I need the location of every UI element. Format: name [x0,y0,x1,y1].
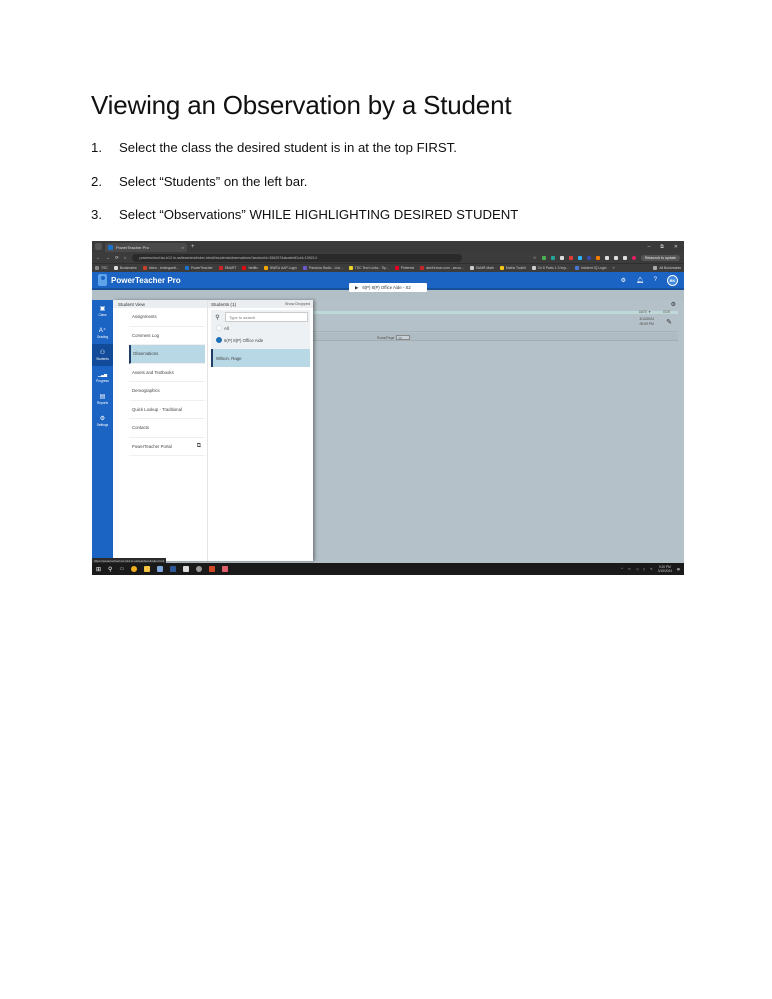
incidentiq-icon [575,266,579,270]
bookmark-icon [420,266,424,270]
powerteacher-icon [185,266,189,270]
folder-icon [500,266,504,270]
netflix-icon [242,266,246,270]
student-view-header: Student View [113,300,207,308]
observation-date: 3/13/2024 09:09 PM [639,317,654,326]
student-search-input[interactable] [225,312,308,322]
students-column [208,300,313,561]
network-icon[interactable]: ▭ [627,567,631,571]
radio-label: All [224,325,229,331]
step-text: Select “Students” on the left bar. [119,173,308,189]
bookmark-item[interactable]: TSC Tech Links - Tip... [349,266,389,270]
grading-icon: A⁺ [98,327,107,334]
forward-icon[interactable]: → [105,255,110,260]
powerpoint-icon[interactable] [209,566,215,572]
app-name: PowerTeacher Pro [111,275,181,285]
radio-unselected-icon [216,325,222,331]
all-bookmarks[interactable]: All Bookmarks [653,266,681,270]
status-bar-url: https://powerschool.tsc.k12.in.us/teachers/index.html [94,558,165,563]
nav-label: Progress [96,378,109,383]
date-column-header[interactable]: DATE ▼ [638,310,652,314]
search-row [213,312,308,322]
tsc-icon [349,266,353,270]
user-avatar[interactable]: BK [667,275,678,286]
extension-icon[interactable] [596,256,600,260]
extension-icon[interactable] [605,256,609,260]
bookmark-item[interactable]: SAMR Math [470,266,494,270]
progress-chart-icon: ▁▃▅ [97,371,108,377]
students-header [208,300,313,308]
students-count: Students (1) [211,301,237,307]
edit-column-header: EDIT [663,310,671,314]
nav-label: Grading [96,334,109,339]
powerteacher-logo-icon [98,274,107,286]
radio-label: 6(P) 8(P) Office Aide [224,337,264,343]
home-icon[interactable]: ⌂ [123,255,127,260]
menu-assignments[interactable]: Assignments [129,308,205,327]
chrome-icon[interactable] [131,566,137,572]
menu-observations[interactable]: Observations [129,345,205,364]
calculator-icon[interactable] [183,566,189,572]
settings-icon: ⚙ [99,415,106,422]
rows-per-page-select[interactable]: 10 [396,335,410,340]
extension-icon[interactable] [542,256,546,260]
reload-icon[interactable]: ⟳ [115,254,119,260]
tab-close-icon[interactable]: × [181,245,184,250]
minimize-button[interactable]: – [647,243,651,250]
menu-comment-log[interactable]: Comment Log [129,327,205,346]
menu-label: PowerTeacher Portal [132,443,172,449]
rows-per-page-label: Rows/Page [377,335,395,340]
step-text: Select “Observations” WHILE HIGHLIGHTING DESIRED STUDENT [119,207,519,222]
extensions-area [533,255,680,261]
system-tray [621,565,684,573]
app-body [92,300,684,563]
step-3 [91,207,691,241]
nav-label: Students [96,356,109,361]
student-list-item[interactable]: Wilson, Rage [211,349,310,367]
step-1 [91,140,691,174]
settings-gear-icon[interactable]: ⚙ [620,277,627,284]
menu-powerteacher-portal[interactable] [129,438,205,457]
gmail-icon [143,266,147,270]
help-icon[interactable]: ? [653,277,657,283]
restore-button[interactable]: ⧉ [660,243,664,250]
nav-grading[interactable] [92,322,113,344]
menu-contacts[interactable]: Contacts [129,419,205,438]
bookmark-icon [95,266,99,270]
show-dropped-link[interactable]: Show Dropped [284,302,310,306]
bookmark-icon [114,266,118,270]
windows-taskbar [92,563,684,575]
class-selector[interactable] [349,283,427,292]
extensions-puzzle-icon[interactable] [614,256,618,260]
embedded-screenshot [92,241,684,575]
notifications-icon[interactable]: ▤ [676,567,680,571]
step-number: 2. [91,173,102,189]
bookmark-icon [470,266,474,270]
bookmark-item[interactable]: NWEA UAP Login [264,266,297,270]
nav-label: Reports [96,400,109,405]
search-icon[interactable]: ⚲ [108,566,113,573]
relaunch-button[interactable]: Relaunch to update [641,255,680,261]
menu-assets-textbooks[interactable]: Assets and Textbooks [129,364,205,383]
nav-label: Class [98,312,107,317]
radio-selected-icon [216,337,222,343]
nav-progress[interactable] [92,366,113,388]
volume-icon[interactable]: ◁ [635,567,639,571]
extension-icon[interactable] [551,256,555,260]
rows-per-page [377,335,410,340]
bookmark-item[interactable]: SMART [219,266,237,270]
step-text: Select the class the desired student is in at the top FIRST. [119,140,457,155]
extension-icon[interactable] [578,256,582,260]
filter-section-radio[interactable] [213,334,308,346]
student-view-column [113,300,208,561]
bookmark-item[interactable]: Bookmarks [114,266,137,270]
bookmark-icon [532,266,536,270]
menu-quick-lookup[interactable]: Quick Lookup - Traditional [129,401,205,420]
extension-icon[interactable] [560,256,564,260]
bookmarks-bar [92,263,684,272]
bookmark-item[interactable]: Pinterest [395,266,414,270]
window-controls [647,244,684,250]
menu-demographics[interactable]: Demographics [129,382,205,401]
new-tab-button[interactable]: + [191,243,195,250]
reports-icon: ▤ [99,393,106,400]
snipping-tool-icon[interactable] [196,566,202,572]
bookmark-item[interactable]: Maths Toolkit [500,266,526,270]
nav-reports[interactable] [92,388,113,410]
edit-pencil-icon[interactable]: ✎ [666,319,672,326]
step-number: 1. [91,140,102,155]
battery-icon[interactable]: ▯ [643,567,646,571]
profile-avatar-icon[interactable] [632,256,636,260]
nav-settings[interactable] [92,410,113,432]
step-number: 3. [91,207,102,222]
extension-icon[interactable] [587,256,591,260]
table-settings-gear-icon[interactable]: ⚙ [670,302,676,308]
bookmark-item[interactable]: Incident IQ Login [575,266,607,270]
close-window-button[interactable]: ✕ [673,243,678,250]
bookmark-item[interactable]: PowerTeacher [185,266,213,270]
left-navigation [92,300,113,563]
tab-title: PowerTeacher Pro [116,245,149,250]
bookmark-item[interactable]: Inbox - bniengardt... [143,266,179,270]
pandora-icon [303,266,307,270]
bookmark-item[interactable]: Ch 8 Parts 1-3 Imp... [532,266,569,270]
pinterest-icon [395,266,399,270]
play-triangle-icon: ▶ [355,284,359,290]
student-filter [211,310,310,349]
tray-chevron-icon[interactable]: ^ [621,567,623,571]
bookmark-item[interactable]: abcKemon.com - secur... [420,266,464,270]
extension-icon[interactable] [569,256,573,260]
bookmark-item[interactable]: TSC [95,266,108,270]
smart-icon [219,266,223,270]
task-view-icon[interactable]: ▭ [119,566,125,572]
folder-icon [653,266,657,270]
instruction-steps [91,140,691,241]
file-explorer-icon[interactable] [144,566,150,572]
nav-label: Settings [96,422,109,427]
notifications-bell-icon[interactable]: 🔔︎ [636,277,644,284]
bookmark-item[interactable]: Netflix [242,266,257,270]
pen-icon[interactable]: ✎ [650,567,653,571]
bookmark-item[interactable]: Pandora Radio - List... [303,266,343,270]
powerteacher-favicon-icon [108,245,113,250]
nav-students[interactable] [92,344,113,366]
word-icon[interactable] [170,566,176,572]
external-link-icon: ⧉ [196,442,201,449]
network-app-icon[interactable] [157,566,163,572]
address-bar-row [92,252,684,263]
side-panel-icon[interactable] [623,256,627,260]
document-title: Viewing an Observation by a Student [91,90,512,120]
bookmark-star-icon[interactable]: ☆ [532,254,537,260]
student-flyout-panel [113,300,313,561]
app-icon[interactable] [222,566,228,572]
search-icon: ⚲ [215,314,220,321]
tab-search-button[interactable] [95,243,102,250]
class-icon: ▣ [99,305,106,312]
class-selector-label: 6(P) 8(P) Office Aide - S2 [362,285,411,290]
windows-start-icon[interactable]: ⊞ [96,566,102,573]
back-icon[interactable]: ← [96,255,101,260]
header-actions [621,275,684,286]
browser-tab[interactable] [105,243,187,252]
more-bookmarks-icon[interactable]: » [612,266,615,270]
filter-all-radio[interactable] [213,322,308,334]
browser-tab-bar [92,241,684,252]
clock[interactable]: 9:20 PM 3/15/2024 [657,565,672,573]
students-icon: ⚇ [99,349,106,356]
url-field[interactable]: powerschool.tsc.k12.in.us/teachers/index.html#/students/observations?sectionId=356297&studentDcid=109214 [132,254,462,262]
step-2 [91,174,691,208]
nav-class[interactable] [92,300,113,322]
sort-desc-icon: ▼ [648,310,652,314]
nwea-icon [264,266,268,270]
